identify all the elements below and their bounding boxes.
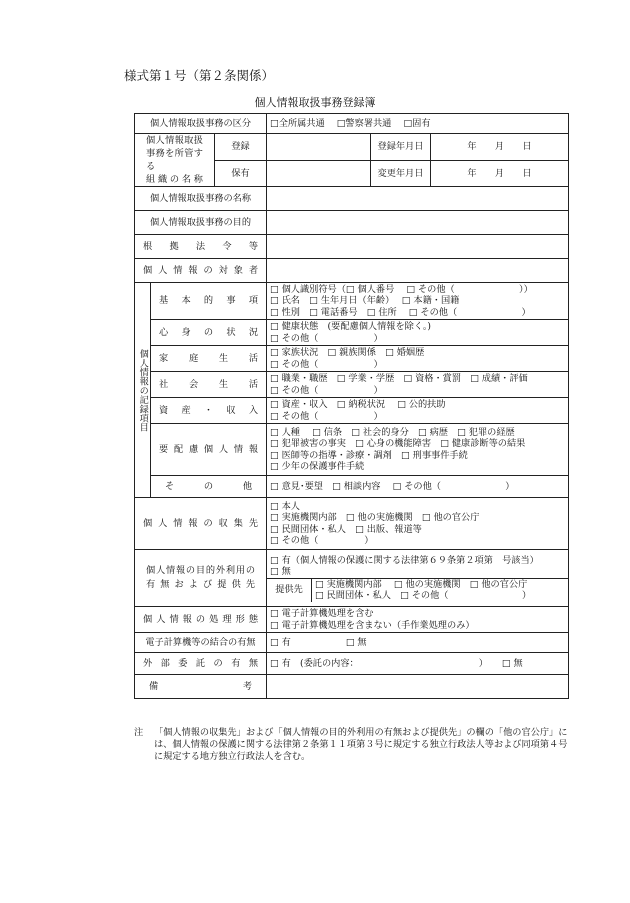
family-line1[interactable]: □ 家族状況 □ 親族関係 □ 婚姻歴 xyxy=(270,347,425,358)
option-specific[interactable]: □固有 xyxy=(403,117,431,129)
outsourcing-yes[interactable]: □ 有 (委託の内容： xyxy=(270,657,359,669)
sensitive-line4[interactable]: □ 少年の保護事件手続 xyxy=(270,461,365,472)
sensitive-line3[interactable]: □ 医師等の指導・診療・調剤 □ 刑事事件手続 xyxy=(270,449,468,461)
basic-line2[interactable]: □ 氏名 □ 生年月日（年齢） □ 本籍・国籍 xyxy=(270,295,460,307)
social-options[interactable] xyxy=(267,372,569,398)
external-label xyxy=(135,550,267,607)
remarks-label: 備考 xyxy=(135,675,267,699)
linkage-yes[interactable]: □ 有 xyxy=(270,636,291,648)
basic-line3[interactable]: □ 性別 □ 電話番号 □ 住所 □ その他（ ） xyxy=(270,306,531,318)
sensitive-line2[interactable]: □ 犯罪被害の事実 □ 心身の機能障害 □ 健康診断等の結果 xyxy=(270,438,526,449)
provider-options[interactable] xyxy=(312,579,569,602)
other-options[interactable]: □ 意見･要望 □ 相談内容 □ その他（ ） xyxy=(267,476,569,498)
assets-line1[interactable]: □ 資産・収入 □ 納税状況 □ 公的扶助 xyxy=(270,399,446,410)
row-category xyxy=(135,114,569,134)
category-label: 個人情報取扱事務の区分 xyxy=(135,114,267,134)
row-external xyxy=(135,550,569,607)
subject-field[interactable] xyxy=(267,259,569,283)
name-label: 個人情報取扱事務の名称 xyxy=(135,187,267,211)
footnote xyxy=(134,727,574,763)
row-social xyxy=(135,372,569,398)
category-options[interactable] xyxy=(267,114,569,134)
footnote-body: 「個人情報の収集先」および「個人情報の目的外利用の有無および提供先」の欄の「他の官公庁」には、個人情報の保護に関する法律第２条第１１項第３号に規定する独立行政法人等および同項第４号に規定する地方独立行政法人を含む。 xyxy=(154,727,568,762)
collect-line3[interactable]: □ 民間団体・私人 □ 出版、報道等 xyxy=(270,523,422,535)
changed-date-label: 変更年月日 xyxy=(371,160,431,187)
social-label: 社会生活 xyxy=(151,372,267,398)
basic-options[interactable] xyxy=(267,283,569,320)
row-processing xyxy=(135,607,569,633)
linkage-no[interactable]: □ 無 xyxy=(345,636,367,648)
row-subject xyxy=(135,259,569,283)
purpose-field[interactable] xyxy=(267,211,569,235)
sensitive-label: 要配慮個人情報 xyxy=(151,424,267,476)
registered-org-field[interactable] xyxy=(267,134,371,161)
sensitive-line1[interactable]: □ 人種 □ 信条 □ 社会的身分 □ 病歴 □ 犯罪の経歴 xyxy=(270,426,515,438)
org-label-line3: 組織の名称 xyxy=(146,174,203,185)
provider-line2[interactable]: □ 民間団体・私人 □ その他（ ） xyxy=(315,590,532,601)
assets-label: 資産・収入 xyxy=(151,398,267,424)
basic-line1[interactable]: □ 個人識別符号（□ 個人番号 □ その他（ ）） xyxy=(270,283,533,295)
processing-label: 個人情報の処理形態 xyxy=(135,607,267,633)
document-title: 個人情報取扱事務登録簿 xyxy=(254,96,376,109)
collect-line4[interactable]: □ その他（ ） xyxy=(270,535,374,546)
processing-line2[interactable]: □ 電子計算機処理を含まない（手作業処理のみ） xyxy=(270,619,475,631)
collect-options[interactable] xyxy=(267,498,569,550)
row-org-registered xyxy=(135,134,569,161)
mind-options[interactable] xyxy=(267,320,569,346)
registered-label: 登録 xyxy=(215,134,267,161)
holding-label: 保有 xyxy=(215,160,267,187)
subject-label: 個人情報の対象者 xyxy=(135,259,267,283)
collect-label: 個人情報の収集先 xyxy=(135,498,267,550)
registration-table xyxy=(134,113,569,699)
family-label: 家庭生活 xyxy=(151,346,267,372)
collect-line1[interactable]: □ 本人 xyxy=(270,500,300,512)
org-label xyxy=(135,134,215,187)
outsourcing-close: ） xyxy=(478,657,488,669)
row-collect xyxy=(135,498,569,550)
remarks-field[interactable] xyxy=(267,675,569,699)
row-remarks xyxy=(135,675,569,699)
provider-table xyxy=(267,579,568,602)
basis-label: 根拠法令等 xyxy=(135,235,267,259)
row-mind xyxy=(135,320,569,346)
row-outsourcing xyxy=(135,653,569,675)
row-basic xyxy=(135,283,569,320)
mind-line2[interactable]: □ その他（ ） xyxy=(270,332,383,344)
row-purpose xyxy=(135,211,569,235)
registered-date-field[interactable]: 年 月 日 xyxy=(431,134,569,161)
row-family xyxy=(135,346,569,372)
mind-label: 心身の状況 xyxy=(151,320,267,346)
external-line1[interactable]: □ 有（個人情報の保護に関する法律第６９条第２項第 号該当） xyxy=(270,554,539,566)
row-name xyxy=(135,187,569,211)
assets-options[interactable] xyxy=(267,398,569,424)
outsourcing-options[interactable] xyxy=(267,653,569,675)
record-items-label: 個人情報の記録項目 xyxy=(135,283,151,498)
outsourcing-no[interactable]: □ 無 xyxy=(501,657,523,669)
footnote-head: 注 xyxy=(134,727,144,738)
form-number-label: 様式第１号（第２条関係） xyxy=(124,68,275,83)
row-assets xyxy=(135,398,569,424)
mind-line1[interactable]: □ 健康状態 (要配慮個人情報を除く。) xyxy=(270,321,432,332)
family-options[interactable] xyxy=(267,346,569,372)
external-label-line2: 有無および提供先 xyxy=(146,579,256,590)
row-basis xyxy=(135,235,569,259)
name-field[interactable] xyxy=(267,187,569,211)
provider-label: 提供先 xyxy=(267,579,312,602)
basis-field[interactable] xyxy=(267,235,569,259)
option-police-stations[interactable]: □警察署共通 xyxy=(336,117,392,129)
changed-date-field[interactable]: 年 月 日 xyxy=(431,160,569,187)
linkage-label: 電子計算機等の結合の有無 xyxy=(135,633,267,653)
social-line1[interactable]: □ 職業・職歴 □ 学業・学歴 □ 資格・賞罰 □ 成績・評価 xyxy=(270,373,528,384)
external-options[interactable] xyxy=(267,550,569,607)
row-sensitive xyxy=(135,424,569,476)
outsourcing-label: 外部委託の有無 xyxy=(135,653,267,675)
org-label-line2: 事務を所管する xyxy=(146,148,203,172)
social-line2[interactable]: □ その他（ ） xyxy=(270,384,383,396)
other-label: その他 xyxy=(151,476,267,498)
external-label-line1: 個人情報の目的外利用の xyxy=(146,565,256,576)
purpose-label: 個人情報取扱事務の目的 xyxy=(135,211,267,235)
org-label-line1: 個人情報取扱 xyxy=(146,135,203,146)
basic-label: 基本的事項 xyxy=(151,283,267,320)
provider-line1[interactable]: □ 実施機関内部 □ 他の実施機関 □ 他の官公庁 xyxy=(315,578,528,590)
collect-line2[interactable]: □ 実施機関内部 □ 他の実施機関 □ 他の官公庁 xyxy=(270,512,480,523)
assets-line2[interactable]: □ その他（ ） xyxy=(270,410,383,422)
family-line2[interactable]: □ その他（ ） xyxy=(270,358,383,370)
external-line2[interactable]: □ 無 xyxy=(267,566,568,579)
row-linkage xyxy=(135,633,569,653)
processing-options[interactable] xyxy=(267,607,569,633)
linkage-options[interactable] xyxy=(267,633,569,653)
option-all-departments[interactable]: □全所属共通 xyxy=(270,117,325,129)
row-other xyxy=(135,476,569,498)
holding-org-field[interactable] xyxy=(267,160,371,187)
processing-line1[interactable]: □ 電子計算機処理を含む xyxy=(270,608,374,619)
sensitive-options[interactable] xyxy=(267,424,569,476)
registered-date-label: 登録年月日 xyxy=(371,134,431,161)
